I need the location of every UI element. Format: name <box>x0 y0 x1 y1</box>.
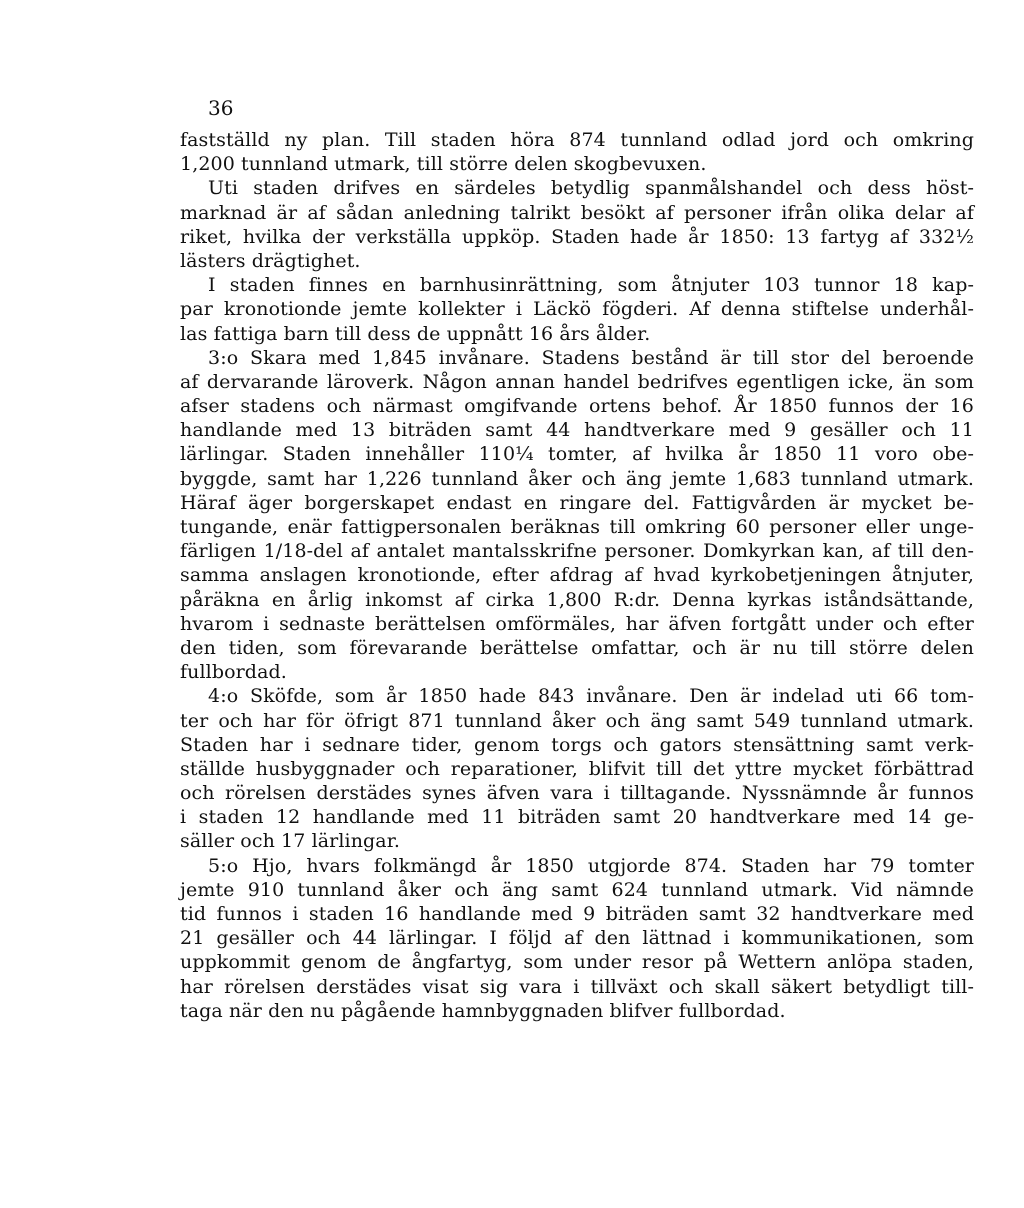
text-line: 3:o Skara med 1,845 invånare. Stadens bestånd är till stor del beroende <box>208 346 974 369</box>
text-line: och rörelsen derstädes synes äfven vara i tilltagande. Nyssnämnde år funnos <box>180 782 974 805</box>
text-line: ställde husbyggnader och reparationer, blifvit till det yttre mycket förbättrad <box>180 757 974 780</box>
text-line: las fattiga barn till dess de uppnått 16 års ålder. <box>180 322 651 345</box>
text-line: I staden finnes en barnhusinrättning, som åtnjuter 103 tunnor 18 kap- <box>208 274 974 297</box>
text-line: afser stadens och närmast omgifvande ortens behof. År 1850 funnos der 16 <box>180 395 974 418</box>
text-line: riket, hvilka der verkställa uppköp. Staden hade år 1850: 13 fartyg af 332½ <box>180 225 974 248</box>
text-line: lärlingar. Staden innehåller 110¼ tomter, af hvilka år 1850 11 voro obe- <box>180 443 974 466</box>
text-line: lästers drägtighet. <box>180 249 361 272</box>
text-line: tid funnos i staden 16 handlande med 9 biträden samt 32 handtverkare med <box>180 903 974 925</box>
text-line: 1,200 tunnland utmark, till större delen skogbevuxen. <box>180 153 707 176</box>
text-line: fullbordad. <box>180 661 287 684</box>
body-text <box>180 128 974 1023</box>
text-line: samma anslagen kronotionde, efter afdrag af hvad kyrkobetjeningen åtnjuter, <box>180 564 974 587</box>
text-line: Staden har i sednare tider, genom torgs och gators stensättning samt verk- <box>180 733 974 756</box>
text-line: fastställd ny plan. Till staden höra 874 tunnland odlad jord och omkring <box>180 129 974 151</box>
text-line: taga när den nu pågående hamnbyggnaden blifver fullbordad. <box>180 999 786 1022</box>
text-line: byggde, samt har 1,226 tunnland åker och äng jemte 1,683 tunnland utmark. <box>180 467 974 490</box>
text-line: 4:o Sköfde, som år 1850 hade 843 invånare. Den är indelad uti 66 tom- <box>208 685 974 708</box>
text-line: i staden 12 handlande med 11 biträden samt 20 handtverkare med 14 ge- <box>180 806 974 829</box>
text-line: af dervarande läroverk. Någon annan handel bedrifves egentligen icke, än som <box>180 370 974 393</box>
text-line: har rörelsen derstädes visat sig vara i tillväxt och skall säkert betydligt till- <box>180 975 974 998</box>
text-line: par kronotionde jemte kollekter i Läckö fögderi. Af denna stiftelse underhål- <box>180 298 974 321</box>
text-line: säller och 17 lärlingar. <box>180 830 400 853</box>
text-line: tungande, enär fattigpersonalen beräknas till omkring 60 personer eller unge- <box>180 516 974 538</box>
text-line: 21 gesäller och 44 lärlingar. I följd af den lättnad i kommunikationen, som <box>180 927 974 950</box>
text-line: jemte 910 tunnland åker och äng samt 624 tunnland utmark. Vid nämnde <box>180 878 974 901</box>
text-line: hvarom i sednaste berättelsen omförmäles, har äfven fortgått under och efter <box>180 612 974 635</box>
page-number: 36 <box>208 96 234 120</box>
text-line: färligen 1/18-del af antalet mantalsskrifne personer. Domkyrkan kan, af till den- <box>180 540 974 563</box>
text-line: påräkna en årlig inkomst af cirka 1,800 R:dr. Denna kyrkas iståndsättande, <box>180 588 974 611</box>
text-line: ter och har för öfrigt 871 tunnland åker och äng samt 549 tunnland utmark. <box>180 709 974 732</box>
text-line: Häraf äger borgerskapet endast en ringare del. Fattigvården är mycket be- <box>180 491 974 514</box>
text-line: uppkommit genom de ångfartyg, som under resor på Wettern anlöpa staden, <box>180 951 974 974</box>
text-line: marknad är af sådan anledning talrikt besökt af personer ifrån olika delar af <box>180 201 974 224</box>
text-line: 5:o Hjo, hvars folkmängd år 1850 utgjorde 874. Staden har 79 tomter <box>208 854 974 877</box>
text-line: handlande med 13 biträden samt 44 handtverkare med 9 gesäller och 11 <box>180 419 974 442</box>
text-line: den tiden, som förevarande berättelse omfattar, och är nu till större delen <box>180 636 974 659</box>
text-line: Uti staden drifves en särdeles betydlig spanmålshandel och dess höst- <box>208 177 974 200</box>
